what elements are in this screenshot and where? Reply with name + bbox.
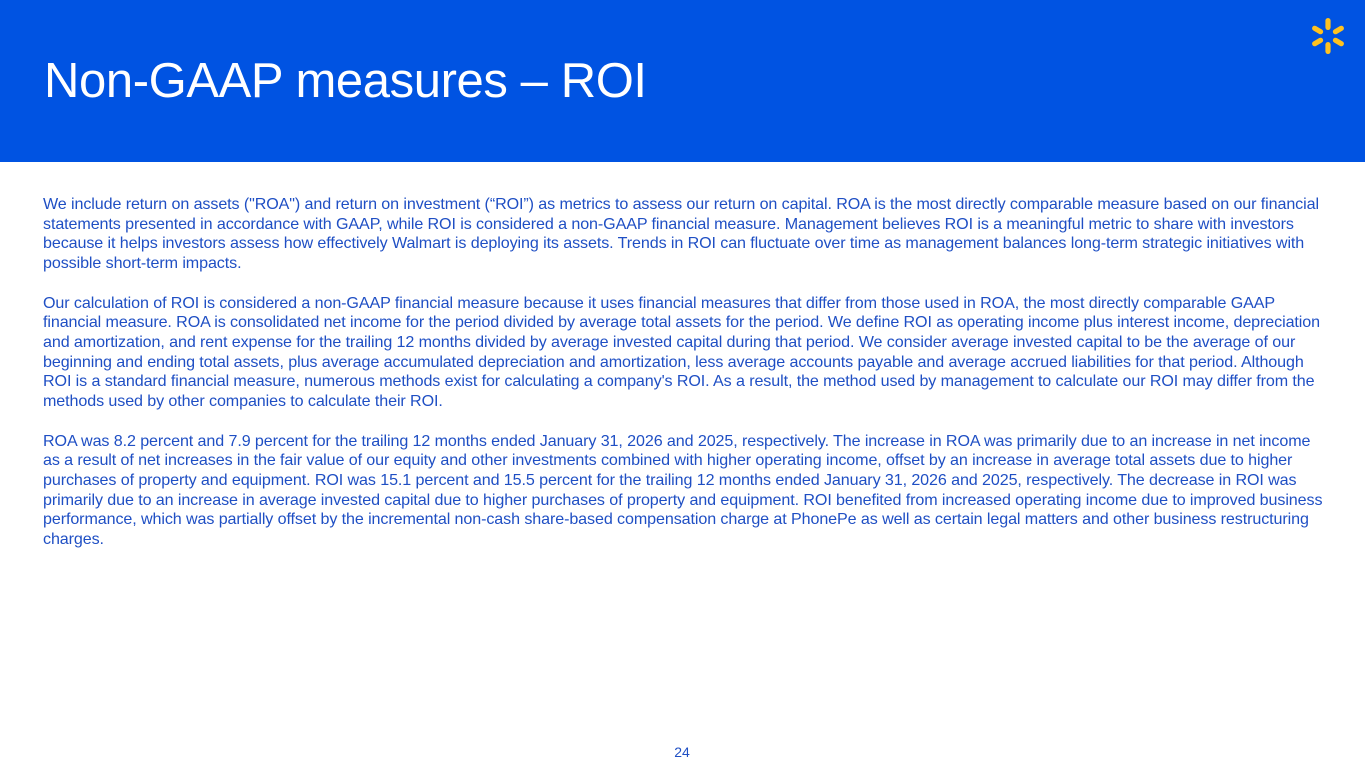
walmart-spark-icon — [1310, 16, 1346, 56]
page-number: 24 — [674, 744, 690, 760]
paragraph-roi-calculation: Our calculation of ROI is considered a non-GAAP financial measure because it uses financial measures that differ from those used in ROA, the most directly comparable GAAP financial measure. ROA is consolidated net income for the period divided by average total assets for the period. We define ROI as operating income plus interest income, depreciation and amortization, and rent expense for the trailing 12 months divided by average invested capital during that period. We consider average invested capital to be the average of our beginning and ending total assets, plus average accumulated depreciation and amortization, less average accounts payable and average accrued liabilities for that period. Although ROI is a standard financial measure, numerous methods exist for calculating a company's ROI. As a result, the method used by management to calculate our ROI may differ from the methods used by other companies to calculate their ROI. — [43, 293, 1320, 410]
paragraph-roa-roi-results: ROA was 8.2 percent and 7.9 percent for the trailing 12 months ended January 31, 2026 and 2025, respectively. The increase in ROA was primarily due to an increase in net income as a result of net increases in the fair value of our equity and other investments combined with higher operating income, offset by an increase in average total assets due to higher purchases of property and equipment. ROI was 15.1 percent and 15.5 percent for the trailing 12 months ended January 31, 2026 and 2025, respectively. The decrease in ROI was primarily due to an increase in average invested capital due to higher purchases of property and equipment. ROI benefited from increased operating income due to improved business performance, which was partially offset by the incremental non-cash share-based compensation charge at PhonePe as well as certain legal matters and other business restructuring charges. — [43, 431, 1323, 548]
page-title: Non-GAAP measures – ROI — [44, 54, 647, 108]
header-banner — [0, 0, 1365, 162]
paragraph-roa-roi-intro: We include return on assets ("ROA") and return on investment (“ROI”) as metrics to assess our return on capital. ROA is the most directly comparable measure based on our financial statements presented in accordance with GAAP, while ROI is considered a non-GAAP financial measure. Management believes ROI is a meaningful metric to share with investors because it helps investors assess how effectively Walmart is deploying its assets. Trends in ROI can fluctuate over time as management balances long-term strategic initiatives with possible short-term impacts. — [43, 195, 1319, 272]
body-text — [43, 195, 1328, 570]
